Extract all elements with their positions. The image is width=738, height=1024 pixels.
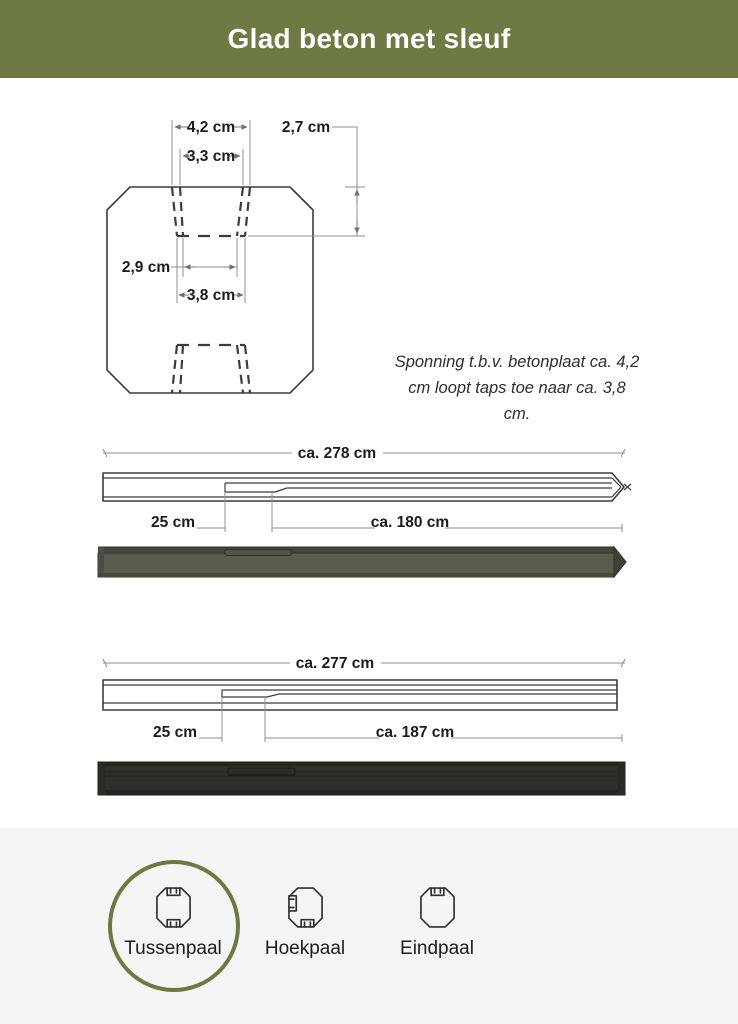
post2-outline [103, 680, 617, 710]
slot-note-line1: Sponning t.b.v. betonplaat ca. 4,2 [394, 353, 640, 371]
post-type-selector [0, 828, 738, 1024]
dim-label-3-8: 3,8 cm [186, 287, 236, 304]
header-bar [0, 0, 738, 78]
hoekpaal-icon [287, 886, 324, 929]
dimension-bottom-inner [122, 238, 237, 277]
dim-label-2-9: 2,9 cm [121, 259, 171, 276]
slot-note [393, 349, 641, 427]
post1-slot-dimension [151, 492, 622, 532]
post1-outline [103, 473, 631, 501]
post1-drawing [95, 435, 640, 543]
cross-section-diagram [95, 105, 385, 415]
dim-label-2-7: 2,7 cm [281, 119, 331, 136]
post-type-label: Eindpaal [400, 938, 474, 959]
slot-note-line2: cm loopt taps toe naar ca. 3,8 cm. [408, 379, 626, 423]
post2-slot-dimension [153, 697, 622, 742]
tussenpaal-icon [155, 886, 192, 929]
post-render-green [95, 540, 640, 584]
post2-offset-label: 25 cm [153, 724, 197, 741]
dim-label-4-2: 4,2 cm [186, 119, 236, 136]
post-type-label: Hoekpaal [264, 938, 346, 959]
post2-total-label: ca. 277 cm [295, 655, 375, 672]
page-title: Glad beton met sleuf [227, 23, 511, 54]
post-render-anthracite [95, 757, 640, 799]
post2-slot-length-label: ca. 187 cm [375, 724, 455, 741]
post2-drawing [95, 645, 640, 753]
post-type-label: Tussenpaal [124, 938, 222, 959]
post-type-tussenpaal[interactable] [103, 886, 243, 960]
post1-render-slot [225, 550, 291, 556]
top-slot-dashed [172, 187, 250, 236]
post2-render-slot [228, 768, 295, 775]
dimension-top-inner [180, 148, 243, 185]
eindpaal-icon [419, 886, 456, 929]
post-type-hoekpaal[interactable] [235, 886, 375, 960]
post1-total-dimension [103, 445, 625, 462]
post2-total-dimension [103, 655, 625, 672]
dimension-bottom-outer [177, 238, 245, 304]
bottom-slot-dashed [172, 345, 250, 393]
post1-slot-length-label: ca. 180 cm [370, 514, 450, 531]
post1-offset-label: 25 cm [151, 514, 195, 531]
post-type-eindpaal[interactable] [367, 886, 507, 960]
dim-label-3-3: 3,3 cm [186, 148, 236, 165]
dimension-depth [248, 119, 365, 236]
post1-total-label: ca. 278 cm [297, 445, 377, 462]
